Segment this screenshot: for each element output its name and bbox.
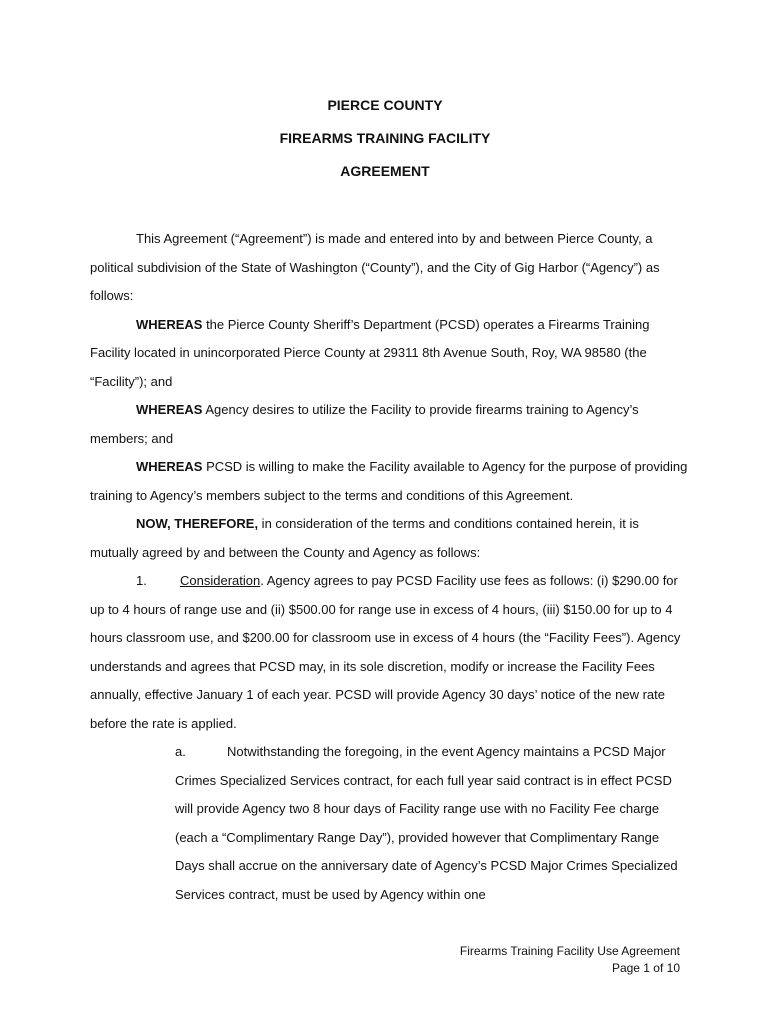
subsection-label: a. — [175, 744, 186, 759]
whereas-text: Agency desires to utilize the Facility to provide firearms training to Agency’s members; and — [90, 402, 639, 446]
whereas-text: the Pierce County Sheriff’s Department (PCSD) operates a Firearms Training Facility located in unincorporated Pierce County at 29311 8th Avenue South, Roy, WA 98580 (the “Facility”); and — [90, 316, 650, 389]
subsection-text: Notwithstanding the foregoing, in the event Agency maintains a PCSD Major Crimes Specialized Services contract, for each full year said contract is in effect PCSD will provide Agency two 8 hour days of Facility range use with no Facility Fee charge (each a “Complimentary Range Day”), provided however that Complimentary Range Days shall accrue on the anniversary date of Agency’s PCSD Major Crimes Specialized Services contract, must be used by Agency within one — [175, 744, 678, 902]
intro-paragraph: This Agreement (“Agreement”) is made and entered into by and between Pierce County, a political subdivision of the State of Washington (“County”), and the City of Gig Harbor (“Agency”) as follows: — [90, 231, 660, 303]
title-line-3: AGREEMENT — [340, 163, 430, 179]
page-footer — [460, 943, 680, 977]
footer-page-number: Page 1 of 10 — [611, 961, 680, 975]
document-body — [90, 225, 690, 909]
whereas-label: WHEREAS — [136, 402, 203, 417]
therefore-text: in consideration of the terms and conditions contained herein, it is mutually agreed by and between the County and Agency as follows: — [90, 516, 639, 560]
whereas-paragraph-2 — [90, 396, 690, 453]
title-line-1: PIERCE COUNTY — [327, 97, 443, 113]
therefore-paragraph — [90, 510, 690, 567]
section-1-paragraph — [90, 567, 690, 738]
whereas-paragraph-1 — [90, 311, 690, 397]
whereas-label: WHEREAS — [136, 316, 203, 332]
whereas-text: PCSD is willing to make the Facility available to Agency for the purpose of providing training to Agency’s members subject to the terms and conditions of this Agreement. — [90, 459, 688, 503]
section-text: . Agency agrees to pay PCSD Facility use fees as follows: (i) $290.00 for up to 4 hours of range use and (ii) $500.00 for range use in excess of 4 hours, (iii) $150.00 for up to 4 hours classroom use, and $200.00 for classroom use in excess of 4 hours (the “Facility Fees”). Agency understands and agrees that PCSD may, in its sole discretion, modify or increase the Facility Fees annually, effective January 1 of each year. PCSD will provide Agency 30 days’ notice of the new rate before the rate is applied. — [90, 573, 681, 731]
section-heading: Consideration — [180, 573, 261, 588]
therefore-label: NOW, THEREFORE, — [136, 516, 259, 531]
subsection-a-paragraph — [175, 738, 690, 909]
whereas-label: WHEREAS — [136, 459, 203, 474]
title-line-2: FIREARMS TRAINING FACILITY — [279, 130, 491, 146]
document-title — [0, 94, 770, 193]
section-number: 1. — [136, 573, 147, 588]
footer-document-name: Firearms Training Facility Use Agreement — [459, 944, 680, 958]
whereas-paragraph-3 — [90, 453, 690, 510]
